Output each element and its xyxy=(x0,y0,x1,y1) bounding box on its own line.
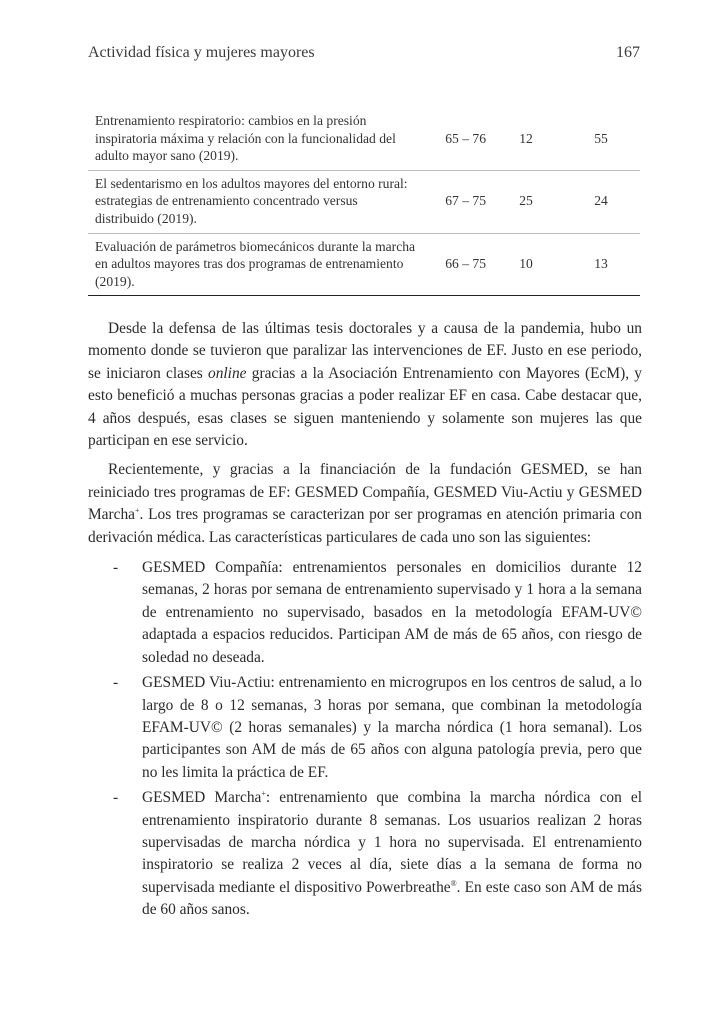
paragraph-text: gracias a la Asociación Entrenamiento con Mayores (EcM), y esto benefició a muchas personas gracias a poder realizar EF en casa. Cabe destacar que, 4 años después, esas clases se siguen manteniendo y solamente son mujeres las que participan en ese servicio. xyxy=(88,364,642,450)
paragraph-pandemic xyxy=(88,318,642,452)
table-cell-col4: 24 xyxy=(594,193,608,209)
table-row xyxy=(88,170,640,233)
running-title: Actividad física y mujeres mayores xyxy=(88,44,315,61)
page-number: 167 xyxy=(616,44,640,61)
table-cell-col4: 13 xyxy=(594,256,608,272)
dash-bullet: - xyxy=(113,559,119,577)
list-item-text: GESMED Compañía: entrenamientos personales en domicilios durante 12 semanas, 2 horas por semana de entrenamiento supervisado y 1 hora a la semana de entrenamiento no supervisado, basados en la metodología EFAM-UV© adaptada a espacios reducidos. Participan AM de más de 65 años, con riesgo de soledad no deseada. xyxy=(142,559,642,666)
table-cell-col3: 25 xyxy=(519,193,533,209)
superscript: ® xyxy=(450,878,457,888)
list-item xyxy=(113,787,642,921)
paragraph-gesmed xyxy=(88,459,642,549)
table-cell-title: Entrenamiento respiratorio: cambios en la presión inspiratoria máxima y relación con la funcionalidad del adulto mayor sano (2019). xyxy=(95,113,396,164)
list-item xyxy=(113,672,642,784)
table-cell-col3: 10 xyxy=(519,256,533,272)
italic-term: online xyxy=(208,364,247,382)
body-text xyxy=(88,318,642,925)
list-item-text: GESMED Viu-Actiu: entrenamiento en microgrupos en los centros de salud, a lo largo de 8 o 12 semanas, 3 horas por semana, que combinan la metodología EFAM-UV© (2 horas semanales) y la marcha nórdica (1 hora semanal). Los participantes son AM de más de 65 años con alguna patología previa, pero que no les limita la práctica de EF. xyxy=(142,674,642,781)
table-cell-title: El sedentarismo en los adultos mayores del entorno rural: estrategias de entrenamiento concentrado versus distribuido (2019). xyxy=(95,175,408,226)
paragraph-text: Desde la defensa de las últimas tesis doctorales y a causa de la pandemia, hubo un momento donde se tuvieron que paralizar las intervenciones de EF. Justo en ese periodo, se iniciaron clases xyxy=(88,320,642,382)
superscript: + xyxy=(261,789,266,798)
table-cell-age: 67 – 75 xyxy=(445,193,486,209)
table-cell-col3: 12 xyxy=(519,130,533,146)
dash-bullet: - xyxy=(113,674,119,692)
superscript: + xyxy=(135,506,140,516)
table-cell-age: 66 – 75 xyxy=(445,256,486,272)
dash-bullet: - xyxy=(113,789,119,807)
programs-list xyxy=(88,557,642,922)
table-row xyxy=(88,108,640,170)
list-item-text: . En este caso son AM de más de 60 años sanos. xyxy=(142,878,642,919)
thesis-table xyxy=(88,108,640,296)
table-cell-title: Evaluación de parámetros biomecánicos durante la marcha en adultos mayores tras dos programas de entrenamiento (2019). xyxy=(95,238,416,289)
table-cell-age: 65 – 76 xyxy=(445,130,486,146)
running-head xyxy=(88,44,640,62)
list-item xyxy=(113,557,642,669)
list-item-text: : entrenamiento que combina la marcha nórdica con el entrenamiento inspiratorio durante 8 semanas. Los usuarios realizan 2 horas supervisadas de marcha nórdica y 1 hora no supervisada. El entrenamiento inspiratorio se realiza 2 veces al día, siete días a la semana de forma no supervisada mediante el dispositivo Powerbreathe xyxy=(142,789,642,896)
list-item-text: GESMED Marcha xyxy=(142,789,262,807)
paragraph-text: . Los tres programas se caracterizan por ser programas en atención primaria con derivación médica. Las características particulares de cada uno son las siguientes: xyxy=(88,506,642,546)
table-row xyxy=(88,233,640,296)
paragraph-text: Recientemente, y gracias a la financiación de la fundación GESMED, se han reiniciado tres programas de EF: GESMED Compañía, GESMED Viu-Actiu y GESMED Marcha xyxy=(88,461,642,524)
table-cell-col4: 55 xyxy=(594,130,608,146)
